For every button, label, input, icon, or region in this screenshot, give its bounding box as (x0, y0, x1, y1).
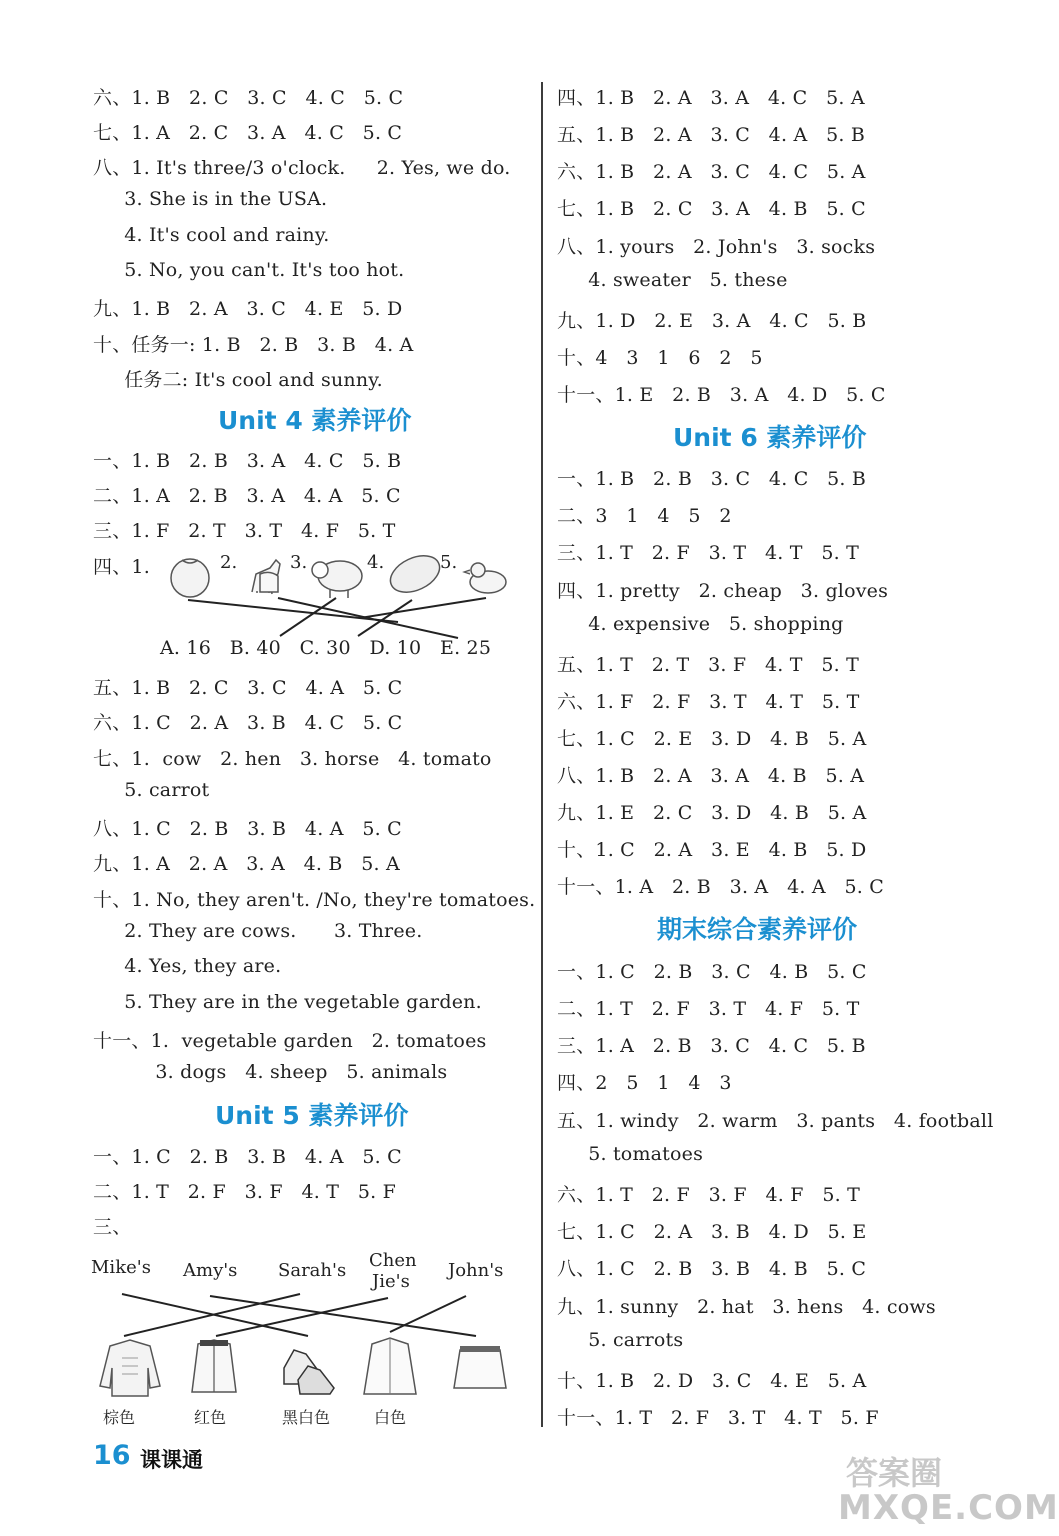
q4-number: 5. (440, 552, 458, 573)
answer-line: 4. Yes, they are. (93, 955, 282, 977)
answer-line: 六、1. T 2. F 3. F 4. F 5. T (557, 1184, 861, 1206)
answer-line: 十一、1. T 2. F 3. T 4. T 5. F (557, 1407, 879, 1429)
answer-line: 十一、1. vegetable garden 2. tomatoes (93, 1030, 487, 1052)
q4-number: 4. (367, 552, 385, 573)
answer-line: 十、1. No, they aren't. /No, they're tomatoes. (93, 889, 536, 911)
answer-line: 八、1. B 2. A 3. A 4. B 5. A (557, 765, 865, 787)
answer-line: 九、1. B 2. A 3. C 4. E 5. D (93, 298, 403, 320)
answer-line: 三、1. F 2. T 3. T 4. F 5. T (93, 520, 396, 542)
answer-line: 二、1. T 2. F 3. F 4. T 5. F (93, 1181, 397, 1203)
sweater-icon (100, 1340, 160, 1396)
answer-line: 九、1. D 2. E 3. A 4. C 5. B (557, 310, 867, 332)
q3-name-label: Sarah's (278, 1260, 347, 1281)
answer-line: 四、1. (93, 556, 150, 578)
answer-line: 十、4 3 1 6 2 5 (557, 347, 763, 369)
answer-line: 六、1. B 2. A 3. C 4. C 5. A (557, 161, 866, 183)
answer-line: 九、1. E 2. C 3. D 4. B 5. A (557, 802, 867, 824)
section-heading-final: 期末综合素养评价 (657, 915, 858, 944)
q4-number: 3. (290, 552, 308, 573)
answer-line: 五、1. B 2. C 3. C 4. A 5. C (93, 677, 403, 699)
answer-line: 三、 (93, 1216, 132, 1238)
section-heading-unit4: Unit 4 素养评价 (218, 406, 412, 435)
skirt-icon (454, 1346, 506, 1388)
q3-name-label: John's (448, 1260, 504, 1281)
answer-line: 四、1. pretty 2. cheap 3. gloves (557, 580, 889, 602)
watermark-url: MXQE.COM (838, 1488, 1059, 1528)
q3-name-label: Chen (369, 1250, 417, 1271)
answer-line: 九、1. A 2. A 3. A 4. B 5. A (93, 853, 400, 875)
shoes-icon (284, 1350, 334, 1394)
answer-line: 七、1. C 2. E 3. D 4. B 5. A (557, 728, 867, 750)
answer-line: 十一、1. E 2. B 3. A 4. D 5. C (557, 384, 886, 406)
answer-line: 5. No, you can't. It's too hot. (93, 259, 405, 281)
answer-line: 二、1. T 2. F 3. T 4. F 5. T (557, 998, 860, 1020)
answer-line: 一、1. B 2. B 3. A 4. C 5. B (93, 450, 402, 472)
answer-line: 十、任务一: 1. B 2. B 3. B 4. A (93, 334, 414, 356)
answer-line: 5. They are in the vegetable garden. (93, 991, 482, 1013)
q3-color-label: 黑白色 (282, 1408, 331, 1427)
column-divider (541, 82, 543, 1427)
answer-line: 一、1. B 2. B 3. C 4. C 5. B (557, 468, 867, 490)
answer-line: 四、2 5 1 4 3 (557, 1072, 732, 1094)
answer-line: 3. dogs 4. sheep 5. animals (93, 1061, 448, 1083)
answer-line: 五、1. T 2. T 3. F 4. T 5. T (557, 654, 859, 676)
q3-name-label: Amy's (183, 1260, 238, 1281)
answer-line: 四、1. B 2. A 3. A 4. C 5. A (557, 87, 865, 109)
q3-name-label: Mike's (91, 1257, 151, 1278)
answer-line: 4. It's cool and rainy. (93, 224, 330, 246)
answer-line: 一、1. C 2. B 3. B 4. A 5. C (93, 1146, 402, 1168)
answer-line: 八、1. C 2. B 3. B 4. B 5. C (557, 1258, 867, 1280)
answer-line: 十一、1. A 2. B 3. A 4. A 5. C (557, 876, 884, 898)
clothes-matching-diagram (88, 1288, 508, 1408)
answer-line: 七、1. cow 2. hen 3. horse 4. tomato (93, 748, 492, 770)
answer-line: 5. tomatoes (557, 1143, 704, 1165)
duck-icon (464, 563, 506, 593)
answer-line: 3. She is in the USA. (93, 188, 328, 210)
answer-line: 六、1. B 2. C 3. C 4. C 5. C (93, 87, 404, 109)
sheep-icon (312, 561, 362, 598)
answer-line: 九、1. sunny 2. hat 3. hens 4. cows (557, 1296, 936, 1318)
answer-line: 一、1. C 2. B 3. C 4. B 5. C (557, 961, 867, 983)
answer-line: 三、1. T 2. F 3. T 4. T 5. T (557, 542, 859, 564)
answer-line: 七、1. C 2. A 3. B 4. D 5. E (557, 1221, 867, 1243)
q4-answer-options: A. 16 B. 40 C. 30 D. 10 E. 25 (160, 637, 492, 659)
answer-line: 六、1. F 2. F 3. T 4. T 5. T (557, 691, 860, 713)
answer-line: 十、1. B 2. D 3. C 4. E 5. A (557, 1370, 867, 1392)
answer-line: 2. They are cows. 3. Three. (93, 920, 423, 942)
answer-line: 4. sweater 5. these (557, 269, 788, 291)
answer-line: 二、1. A 2. B 3. A 4. A 5. C (93, 485, 401, 507)
answer-line: 二、3 1 4 5 2 (557, 505, 732, 527)
horse-icon (252, 560, 280, 594)
q3-name-label: Jie's (372, 1271, 410, 1292)
q3-color-label: 棕色 (103, 1408, 136, 1427)
answer-line: 5. carrot (93, 779, 210, 801)
q3-color-label: 红色 (194, 1408, 227, 1427)
answer-line: 五、1. B 2. A 3. C 4. A 5. B (557, 124, 866, 146)
answer-line: 八、1. It's three/3 o'clock. 2. Yes, we do. (93, 157, 511, 179)
tomato-icon (171, 559, 209, 597)
potato-icon (385, 549, 446, 600)
q4-number: 2. (220, 552, 238, 573)
section-heading-unit5: Unit 5 素养评价 (215, 1101, 409, 1130)
answer-line: 七、1. B 2. C 3. A 4. B 5. C (557, 198, 866, 220)
section-heading-unit6: Unit 6 素养评价 (673, 423, 867, 452)
answer-line: 六、1. C 2. A 3. B 4. C 5. C (93, 712, 403, 734)
watermark-logo: 答案圈 (846, 1454, 943, 1492)
answer-line: 十、1. C 2. A 3. E 4. B 5. D (557, 839, 867, 861)
book-title: 课课通 (140, 1448, 203, 1472)
answer-line: 五、1. windy 2. warm 3. pants 4. football (557, 1110, 994, 1132)
answer-line: 八、1. yours 2. John's 3. socks (557, 236, 876, 258)
answer-line: 三、1. A 2. B 3. C 4. C 5. B (557, 1035, 866, 1057)
answer-line: 七、1. A 2. C 3. A 4. C 5. C (93, 122, 403, 144)
shirt-icon (364, 1338, 416, 1394)
answer-line: 八、1. C 2. B 3. B 4. A 5. C (93, 818, 402, 840)
jacket-icon (192, 1340, 236, 1392)
answer-line: 5. carrots (557, 1329, 684, 1351)
answer-line: 4. expensive 5. shopping (557, 613, 844, 635)
answer-line: 任务二: It's cool and sunny. (93, 369, 383, 391)
q3-color-label: 白色 (374, 1408, 407, 1427)
page-number: 16 (93, 1440, 131, 1471)
